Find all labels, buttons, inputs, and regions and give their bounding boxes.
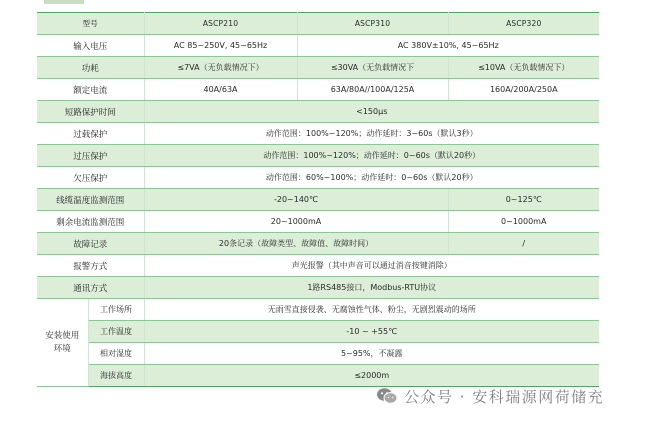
- table-row: [37, 211, 599, 233]
- model-header-label: 型号: [37, 13, 144, 35]
- environment-label-line1: 安装使用: [45, 330, 80, 341]
- power-label: 功耗: [37, 57, 144, 79]
- watermark-text: 公众号 · 安科瑞源网荷储充: [404, 387, 605, 406]
- overload-label: 过载保护: [37, 123, 144, 145]
- table-row: [37, 167, 599, 189]
- table-row: [37, 145, 599, 167]
- humidity-label: 相对湿度: [88, 343, 144, 365]
- table-row: [37, 255, 599, 277]
- model-ascp310: ASCP310: [297, 13, 448, 35]
- workplace-label: 工作场所: [88, 299, 144, 321]
- table-row: [37, 123, 599, 145]
- short-circuit-label: 短路保护时间: [37, 101, 144, 123]
- communication-value: 1路RS485接口，Modbus-RTU协议: [144, 277, 599, 299]
- rated-current-label: 额定电流: [37, 79, 144, 101]
- rated-current-320: 160A/200A/250A: [448, 79, 599, 101]
- top-accent-bar: [44, 0, 84, 4]
- undervoltage-value: 动作范围：60%~100%；动作延时：0~60s（默认20秒）: [144, 167, 599, 189]
- work-temp-value: -10 ~ +55℃: [144, 321, 599, 343]
- fault-record-label: 故障记录: [37, 233, 144, 255]
- cable-temp-320: 0~125℃: [448, 189, 599, 211]
- table-row: [37, 321, 599, 343]
- model-ascp320: ASCP320: [448, 13, 599, 35]
- cable-temp-210-310: -20~140℃: [144, 189, 448, 211]
- fault-record-210-310: 20条记录（故障类型、故障值、故障时间）: [144, 233, 448, 255]
- power-210: ≤7VA（无负载情况下）: [144, 57, 297, 79]
- communication-label: 通讯方式: [37, 277, 144, 299]
- table-header-row: [37, 13, 599, 35]
- table-row: [37, 277, 599, 299]
- rated-current-210: 40A/63A: [144, 79, 297, 101]
- power-320: ≤10VA（无负载情况下）: [448, 57, 599, 79]
- short-circuit-value: <150μs: [144, 101, 599, 123]
- work-temp-label: 工作温度: [88, 321, 144, 343]
- alarm-label: 报警方式: [37, 255, 144, 277]
- input-voltage-label: 输入电压: [37, 35, 144, 57]
- input-voltage-210: AC 85~250V, 45~65Hz: [144, 35, 297, 57]
- table-row: [37, 343, 599, 365]
- wechat-icon: [376, 387, 398, 405]
- humidity-value: 5~95%，不凝露: [144, 343, 599, 365]
- table-row: [37, 57, 599, 79]
- environment-group-label: [37, 299, 88, 387]
- workplace-value: 无雨雪直接侵袭、无腐蚀性气体、粉尘，无剧烈震动的场所: [144, 299, 599, 321]
- table-row: [37, 35, 599, 57]
- residual-current-210-310: 20~1000mA: [144, 211, 448, 233]
- watermark: [376, 383, 604, 409]
- overvoltage-label: 过压保护: [37, 145, 144, 167]
- input-voltage-310-320: AC 380V±10%, 45~65Hz: [297, 35, 599, 57]
- spec-table: [37, 12, 599, 387]
- altitude-label: 海拔高度: [88, 365, 144, 387]
- cable-temp-label: 线缆温度监测范围: [37, 189, 144, 211]
- environment-label-line2: 环境: [53, 343, 71, 354]
- residual-current-label: 剩余电流监测范围: [37, 211, 144, 233]
- model-ascp210: ASCP210: [144, 13, 297, 35]
- table-row: [37, 189, 599, 211]
- power-310: ≤30VA（无负载情况下: [297, 57, 448, 79]
- residual-current-320: 0~1000mA: [448, 211, 599, 233]
- rated-current-310: 63A/80A//100A/125A: [297, 79, 448, 101]
- table-row: [37, 101, 599, 123]
- table-row: [37, 233, 599, 255]
- table-row: [37, 299, 599, 321]
- undervoltage-label: 欠压保护: [37, 167, 144, 189]
- overvoltage-value: 动作范围：100%~120%；动作延时：0~60s（默认20秒）: [144, 145, 599, 167]
- table-row: [37, 79, 599, 101]
- altitude-value: ≤2000m: [144, 365, 599, 387]
- fault-record-320: /: [448, 233, 599, 255]
- alarm-value: 声光报警（其中声音可以通过消音按键消除）: [144, 255, 599, 277]
- overload-value: 动作范围：100%~120%；动作延时：3~60s（默认3秒）: [144, 123, 599, 145]
